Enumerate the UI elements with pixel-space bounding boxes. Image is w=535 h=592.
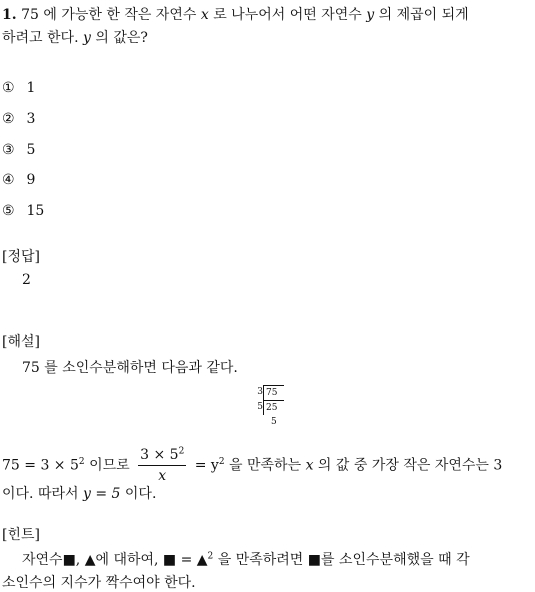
variable-y: y bbox=[366, 7, 375, 23]
explanation-equation-line bbox=[2, 446, 502, 485]
question-line-1 bbox=[2, 4, 469, 24]
question-line-2 bbox=[2, 27, 148, 47]
hint-text-1b: 을 만족하려면 ■를 소인수분해했을 때 각 bbox=[217, 552, 470, 568]
explanation-line-1: 75 를 소인수분해하면 다음과 같다. bbox=[22, 360, 238, 376]
variable-y: y bbox=[82, 30, 91, 46]
option-value: 1 bbox=[26, 80, 36, 96]
line3-eq: y = 5 bbox=[82, 486, 121, 502]
option-5[interactable] bbox=[2, 203, 44, 219]
option-value: 9 bbox=[26, 172, 36, 188]
answer-value: 2 bbox=[22, 272, 31, 288]
divisor-5: 5 bbox=[257, 402, 263, 412]
eq-mid: 이므로 bbox=[89, 457, 130, 474]
prime-factorization-division bbox=[254, 385, 284, 429]
fraction bbox=[138, 446, 186, 485]
option-mark: ④ bbox=[2, 172, 15, 188]
variable-x: x bbox=[200, 7, 209, 23]
dividend-25: 25 bbox=[263, 400, 284, 415]
eq-exp: 2 bbox=[78, 456, 85, 467]
option-1[interactable] bbox=[2, 80, 35, 96]
question-number: 1. bbox=[2, 7, 17, 23]
hint-line-2: 소인수의 지수가 짝수여야 한다. bbox=[2, 575, 196, 591]
eq-left: 75 = 3 × 5 bbox=[2, 457, 79, 474]
option-3[interactable] bbox=[2, 142, 35, 158]
fraction-numerator bbox=[138, 446, 186, 466]
dividend-75: 75 bbox=[263, 385, 284, 400]
fraction-denominator: x bbox=[158, 468, 167, 484]
eq-right-exp: 2 bbox=[218, 456, 225, 467]
question-text-1b: 로 나누어서 어떤 자연수 bbox=[213, 7, 362, 23]
question-text-1c: 의 제곱이 되게 bbox=[378, 7, 469, 23]
divisor-3: 3 bbox=[257, 387, 263, 397]
option-value: 3 bbox=[26, 111, 36, 127]
eq-tail-b: 의 값 중 가장 작은 자연수는 3 bbox=[317, 457, 503, 474]
line3-b: 이다. bbox=[124, 486, 157, 502]
question-text-2a: 하려고 한다. bbox=[2, 30, 79, 46]
frac-num-exp: 2 bbox=[178, 446, 185, 457]
hint-text-1a: 자연수■, ▲에 대하여, ■ = ▲ bbox=[22, 552, 208, 568]
option-mark: ⑤ bbox=[2, 203, 15, 219]
explanation-heading: [해설] bbox=[2, 334, 40, 350]
line3-a: 이다. 따라서 bbox=[2, 486, 79, 502]
answer-heading: [정답] bbox=[2, 249, 40, 265]
eq-tail-a: 을 만족하는 bbox=[229, 457, 302, 474]
option-value: 5 bbox=[26, 142, 36, 158]
option-2[interactable] bbox=[2, 111, 35, 127]
hint-exp: 2 bbox=[207, 551, 214, 562]
question-text-1a: 75 에 가능한 한 작은 자연수 bbox=[21, 7, 197, 23]
variable-x: x bbox=[305, 457, 314, 474]
option-mark: ② bbox=[2, 111, 15, 127]
explanation-line-3 bbox=[2, 483, 156, 503]
quotient-5: 5 bbox=[271, 417, 277, 427]
option-value: 15 bbox=[26, 203, 45, 219]
option-4[interactable] bbox=[2, 172, 35, 188]
option-mark: ③ bbox=[2, 142, 15, 158]
hint-line-1 bbox=[22, 549, 470, 569]
option-mark: ① bbox=[2, 80, 15, 96]
frac-num-text: 3 × 5 bbox=[140, 447, 179, 463]
question-text-2b: 의 값은? bbox=[95, 30, 148, 46]
eq-right: = y bbox=[194, 457, 219, 474]
hint-heading: [힌트] bbox=[2, 527, 40, 543]
